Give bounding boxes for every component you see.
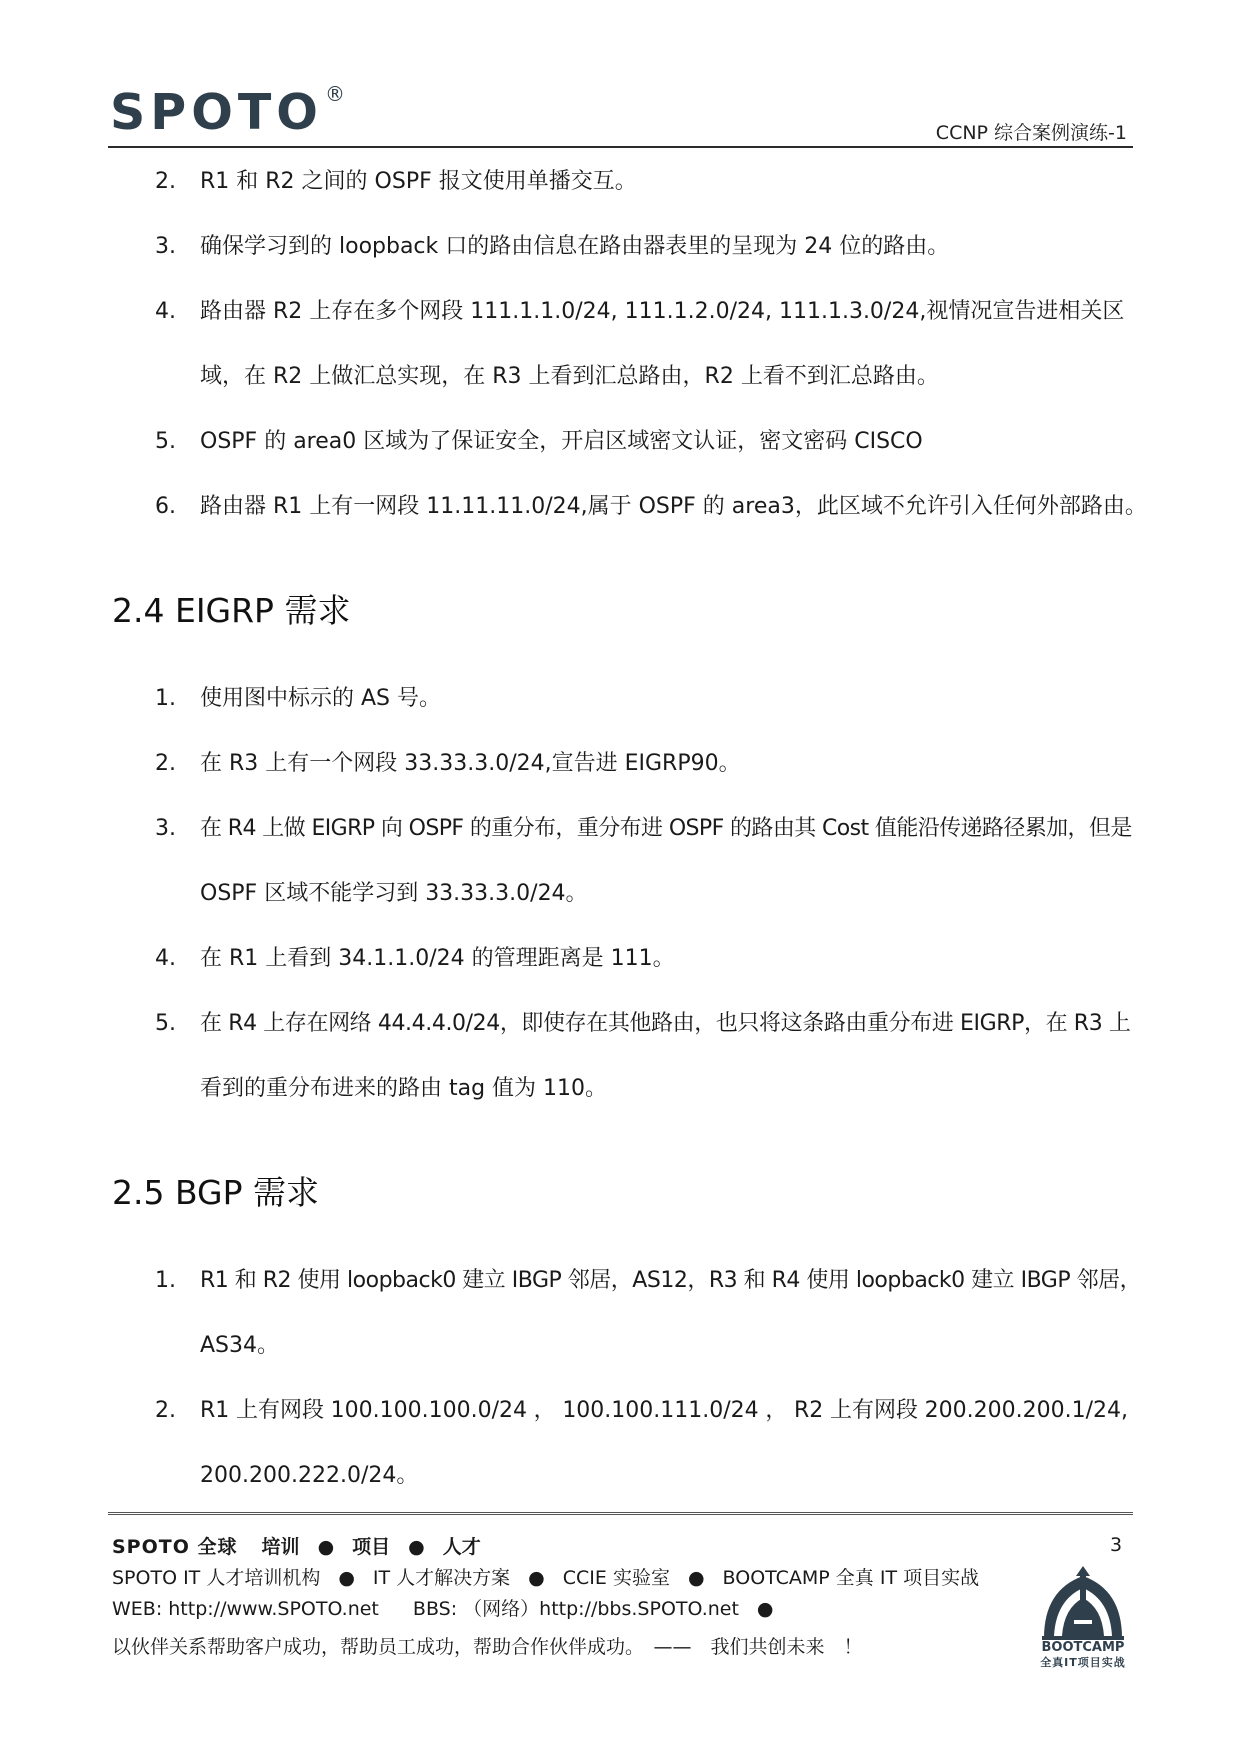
footer-services: SPOTO IT 人才培训机构 ● IT 人才解决方案 ● CCIE 实验室 ● BOOTCAMP 全真 IT 项目实战 [112, 1567, 980, 1589]
list-number: 2. [155, 169, 176, 194]
list-text: 在 R3 上有一个网段 33.33.3.0/24,宣告进 EIGRP90。 [200, 751, 741, 776]
list-text: 路由器 R2 上存在多个网段 111.1.1.0/24, 111.1.2.0/24, 111.1.3.0/24,视情况宣告进相关区 [200, 299, 1125, 324]
text-part: R1 [200, 1398, 230, 1423]
list-text: 确保学习到的 loopback 口的路由信息在路由器表里的呈现为 24 位的路由。 [200, 234, 950, 259]
spoto-logo: SPOTO ® [110, 82, 345, 141]
list-number: 2. [155, 751, 176, 776]
badge-subtitle: 全真IT项目实战 [1040, 1656, 1126, 1669]
list-number: 1. [155, 1268, 176, 1293]
list-text: 在 R4 上做 EIGRP 向 OSPF 的重分布，重分布进 OSPF 的路由其 Cost 值能沿传递路径累加，但是 [200, 816, 1132, 841]
footer-service: CCIE 实验室 [562, 1567, 670, 1589]
footer-web-link[interactable]: WEB: http://www.SPOTO.net [112, 1598, 379, 1620]
footer-service: BOOTCAMP 全真 IT 项目实战 [722, 1567, 980, 1589]
footer-word: 项目 [352, 1536, 391, 1558]
bootcamp-badge-label [1030, 1640, 1136, 1670]
footer-slogan: SPOTO 全球 培训 ● 项目 ● 人才 [112, 1536, 481, 1558]
list-number: 1. [155, 686, 176, 711]
footer-motto: 以伙伴关系帮助客户成功，帮助员工成功，帮助合作伙伴成功。 —— 我们共创未来 ！ [112, 1636, 863, 1658]
list-text: 在 R4 上存在网络 44.4.4.0/24，即使存在其他路由，也只将这条路由重分布进 EIGRP，在 R3 上 [200, 1011, 1131, 1036]
list-number: 4. [155, 299, 176, 324]
list-text: 路由器 R1 上有一网段 11.11.11.0/24,属于 OSPF 的 area3，此区域不允许引入任何外部路由。 [200, 494, 1147, 519]
badge-title: BOOTCAMP [1041, 1640, 1125, 1655]
list-number: 6. [155, 494, 176, 519]
page-number: 3 [1110, 1534, 1123, 1556]
footer-word: 人才 [442, 1536, 481, 1558]
eigrp-item-3-continuation: OSPF 区域不能学习到 33.33.3.0/24。 [200, 881, 588, 906]
registered-mark: ® [324, 82, 345, 106]
document-title: CCNP 综合案例演练-1 [935, 122, 1127, 144]
bgp-item-1-continuation: AS34。 [200, 1333, 280, 1358]
footer-brand: SPOTO 全球 [112, 1536, 238, 1558]
eigrp-section-title: 2.4 EIGRP 需求 [112, 591, 351, 630]
list-number: 3. [155, 816, 176, 841]
list-text: 使用图中标示的 AS 号。 [200, 686, 442, 711]
text-part: 上有网段 [235, 1398, 324, 1423]
footer-service: IT 人才解决方案 [372, 1567, 511, 1589]
footer-service: SPOTO IT 人才培训机构 [112, 1567, 321, 1589]
bgp-item-2-continuation: 200.200.222.0/24。 [200, 1463, 419, 1488]
text-part: 200.200.200.1/24, [924, 1398, 1128, 1423]
footer-links: WEB: http://www.SPOTO.net BBS: （网络）http://bbs.SPOTO.net ● [112, 1598, 774, 1620]
list-text: R1 和 R2 使用 loopback0 建立 IBGP 邻居，AS12，R3 和 R4 使用 loopback0 建立 IBGP 邻居， [200, 1268, 1142, 1293]
list-number: 3. [155, 234, 176, 259]
text-part: R2 [794, 1398, 824, 1423]
text-part: ， [765, 1398, 788, 1423]
text-part: ， [533, 1398, 556, 1423]
header-divider [108, 146, 1133, 148]
footer-divider [108, 1512, 1133, 1517]
text-part: 100.100.100.0/24 [330, 1398, 527, 1423]
bgp-section-title: 2.5 BGP 需求 [112, 1173, 319, 1212]
list-text: 在 R1 上看到 34.1.1.0/24 的管理距离是 111。 [200, 946, 675, 971]
list-number: 2. [155, 1398, 176, 1423]
list-number: 5. [155, 1011, 176, 1036]
ospf-item-4-continuation: 域，在 R2 上做汇总实现，在 R3 上看到汇总路由，R2 上看不到汇总路由。 [200, 364, 939, 389]
list-text: OSPF 的 area0 区域为了保证安全，开启区域密文认证，密文密码 CISCO [200, 429, 923, 454]
list-text-justified [200, 1396, 1128, 1426]
eigrp-item-5-continuation: 看到的重分布进来的路由 tag 值为 110。 [200, 1076, 608, 1101]
list-text: R1 和 R2 之间的 OSPF 报文使用单播交互。 [200, 169, 637, 194]
footer-word: 培训 [261, 1536, 300, 1558]
list-number: 4. [155, 946, 176, 971]
text-part: 100.100.111.0/24 [562, 1398, 759, 1423]
text-part: 上有网段 [829, 1398, 918, 1423]
list-number: 5. [155, 429, 176, 454]
footer-bbs-link[interactable]: BBS: （网络）http://bbs.SPOTO.net [412, 1598, 739, 1620]
